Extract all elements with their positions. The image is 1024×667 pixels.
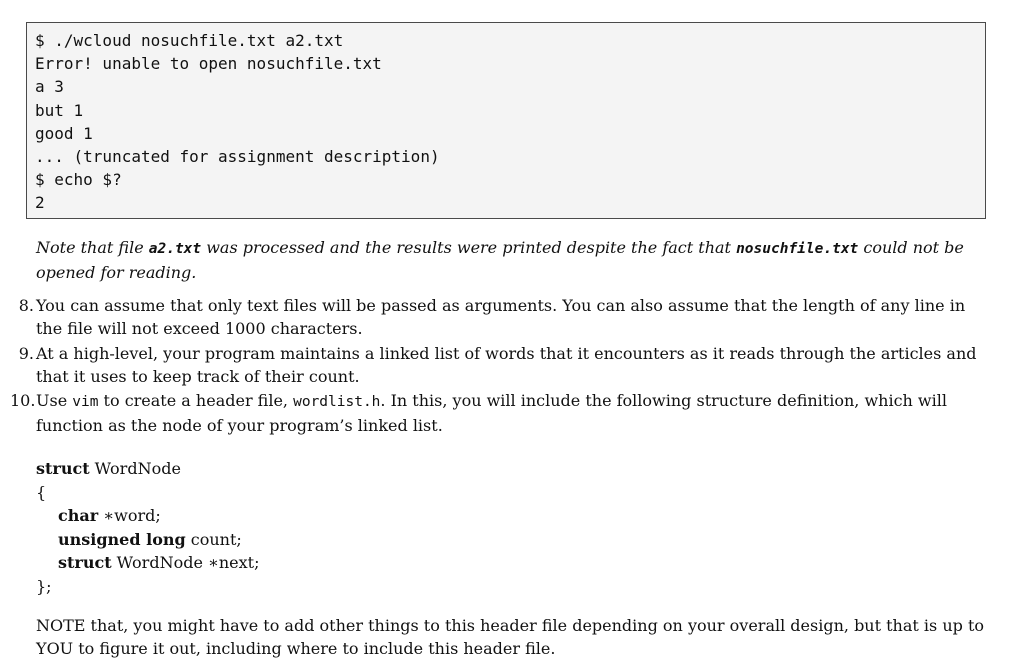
note-filename-nosuchfile: nosuchfile.txt <box>736 241 859 257</box>
terminal-line: $ ./wcloud nosuchfile.txt a2.txt <box>35 31 344 50</box>
terminal-line: but 1 <box>35 100 84 120</box>
note-text: could not be opened for reading. <box>36 238 964 282</box>
note-filename-a2: a2.txt <box>148 241 202 257</box>
terminal-line: 2 <box>35 193 45 213</box>
code-line: }; <box>36 576 52 596</box>
terminal-output-box <box>26 22 986 219</box>
code-line: { <box>36 482 47 502</box>
code-line <box>36 504 259 528</box>
code-keyword: struct <box>36 459 90 478</box>
code-text: ∗word; <box>98 506 161 526</box>
italic-note <box>36 236 986 284</box>
terminal-line: good 1 <box>35 123 93 143</box>
terminal-line: $ echo $? <box>35 170 122 190</box>
list-item-9 <box>10 342 986 388</box>
list-item-8 <box>10 294 986 340</box>
note-text: was processed and the results were printed despite the fact that <box>201 238 737 257</box>
terminal-line: Error! unable to open nosuchfile.txt <box>35 54 382 74</box>
code-keyword: unsigned long <box>58 529 186 549</box>
inline-code-wordlist-h: wordlist.h <box>293 394 381 410</box>
terminal-line: ... (truncated for assignment description) <box>35 146 440 166</box>
list-item-text: You can assume that only text files will be passed as arguments. You can also assume that the length of any line in the file will not exceed 1000 characters. <box>36 296 966 338</box>
list-item-number: 9. <box>18 344 34 363</box>
item-text: Use <box>36 391 73 410</box>
list-item-10 <box>10 389 986 437</box>
code-line <box>36 551 259 575</box>
code-keyword: char <box>58 506 99 526</box>
list-item-number: 10. <box>10 391 36 410</box>
code-line <box>36 457 259 481</box>
inline-code-vim: vim <box>72 394 99 410</box>
code-line <box>36 528 259 552</box>
code-text: WordNode <box>89 459 181 478</box>
item-text: . In this, you will include the following structure definition, which will function as the node of your program’s linked list. <box>36 391 947 435</box>
code-keyword: struct <box>58 553 112 573</box>
note-text: Note that file <box>36 238 149 257</box>
item-text: to create a header file, <box>98 391 294 410</box>
code-text: WordNode ∗next; <box>111 553 260 573</box>
terminal-line: a 3 <box>35 77 64 97</box>
list-item-number: 8. <box>18 296 34 315</box>
list-item-text: At a high-level, your program maintains a linked list of words that it encounters as it reads through the articles and that it uses to keep track of their count. <box>36 344 977 386</box>
code-text: count; <box>185 529 242 549</box>
final-note-paragraph: NOTE that, you might have to add other things to this header file depending on your overall design, but that is up to YOU to figure it out, including where to include this header file. <box>36 616 985 658</box>
struct-code-block <box>36 457 259 599</box>
list-item-text <box>36 389 986 437</box>
